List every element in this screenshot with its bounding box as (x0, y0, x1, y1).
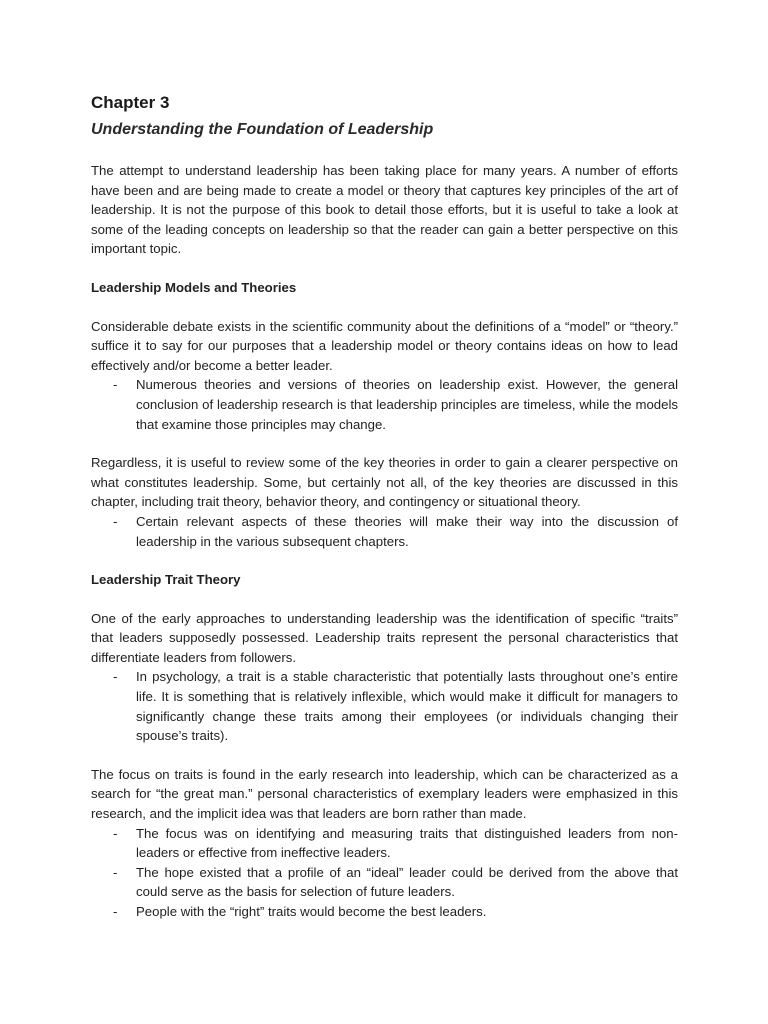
bullet-dash: - (113, 864, 118, 880)
models-paragraph-2: Regardless, it is useful to review some of the key theories in order to gain a clearer perspective on what constitutes leadership. Some, but certainly not all, of the key theories are discussed in this chapter, including trait theory, behavior theory, and contingency or situational theory. (91, 455, 678, 510)
trait-bullet-list-2 (91, 824, 678, 922)
models-paragraph-1: Considerable debate exists in the scientific community about the definitions of a “model” or “theory.” suffice it to say for our purposes that a leadership model or theory contains ideas on how to lead effectively and/or become a better leader. (91, 318, 678, 373)
list-item (91, 512, 678, 551)
list-item-text: People with the “right” traits would become the best leaders. (136, 904, 487, 919)
models-bullet-list-2 (91, 512, 678, 551)
list-item-text: Certain relevant aspects of these theories will make their way into the discussion of leadership in the various subsequent chapters. (136, 513, 678, 549)
list-item (91, 863, 678, 902)
bullet-dash: - (113, 825, 118, 841)
bullet-dash: - (113, 904, 118, 919)
list-item-text: Numerous theories and versions of theories on leadership exist. However, the general conclusion of leadership research is that leadership principles are timeless, while the models that examine those principles may change. (136, 377, 678, 432)
intro-paragraph: The attempt to understand leadership has been taking place for many years. A number of efforts have been and are being made to create a model or theory that captures key principles of the art of leadership. It is not the purpose of this book to detail those efforts, but it is useful to take a look at some of the leading concepts on leadership so that the reader can gain a better perspective on this important topic. (91, 163, 678, 257)
list-item (91, 375, 678, 434)
list-item (91, 902, 678, 922)
trait-paragraph-2: The focus on traits is found in the early research into leadership, which can be characterized as a search for “the great man.” personal characteristics of exemplary leaders were emphasized in this research, and the implicit idea was that leaders are born rather than made. (91, 766, 678, 822)
list-item-text: In psychology, a trait is a stable characteristic that potentially lasts throughout one’s entire life. It is something that is relatively inflexible, which would make it difficult for managers to significantly change these traits among their employees (or individuals changing their spouse’s traits). (136, 669, 678, 744)
section-heading-models: Leadership Models and Theories (91, 279, 297, 295)
list-item (91, 667, 678, 745)
trait-bullet-list-1 (91, 667, 678, 745)
document-page (91, 92, 678, 922)
bullet-dash: - (113, 377, 118, 393)
trait-paragraph-1: One of the early approaches to understanding leadership was the identification of specific “traits” that leaders supposedly possessed. Leadership traits represent the personal characteristics that differentiate leaders from followers. (91, 610, 678, 665)
chapter-subtitle: Understanding the Foundation of Leadership (91, 121, 434, 138)
chapter-title: Chapter 3 (91, 93, 170, 112)
list-item-text: The focus was on identifying and measuring traits that distinguished leaders from non-leaders or effective from ineffective leaders. (136, 825, 678, 861)
models-bullet-list-1 (91, 375, 678, 434)
bullet-dash: - (113, 513, 118, 529)
section-heading-trait: Leadership Trait Theory (91, 572, 241, 588)
bullet-dash: - (113, 669, 118, 685)
list-item-text: The hope existed that a profile of an “ideal” leader could be derived from the above that could serve as the basis for selection of future leaders. (136, 864, 678, 900)
list-item (91, 824, 678, 863)
